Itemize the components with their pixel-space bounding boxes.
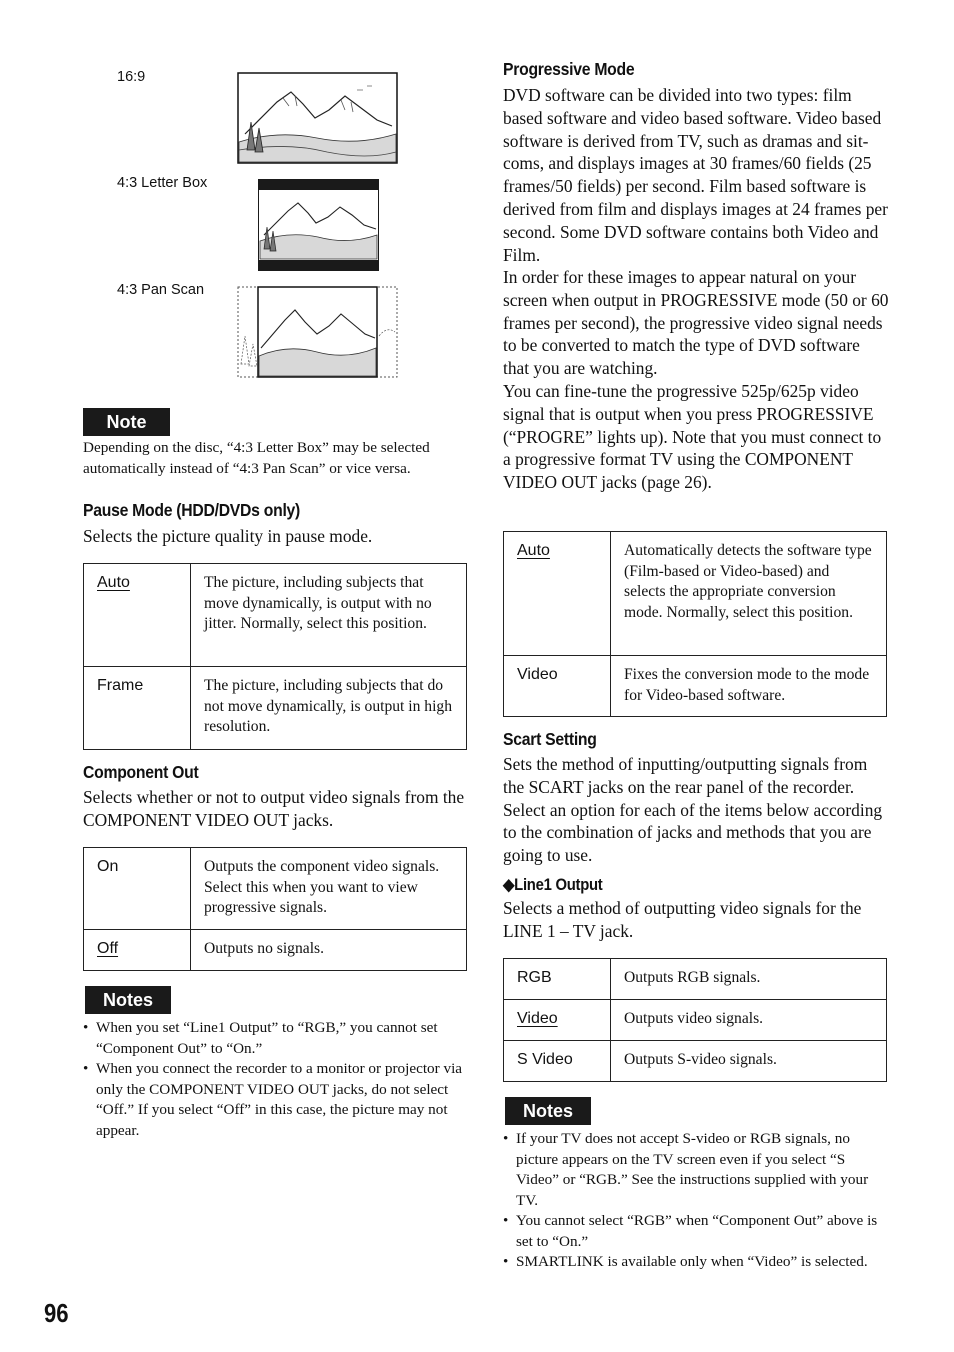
option-desc: Outputs RGB signals. — [611, 959, 887, 1000]
table-row — [84, 930, 467, 971]
table-row — [84, 564, 467, 667]
table-row — [84, 667, 467, 750]
figure-label-panscan: 4:3 Pan Scan — [117, 282, 205, 298]
option-key-auto: Auto — [517, 542, 550, 559]
component-out-intro: Selects whether or not to output video signals from the COMPONENT VIDEO OUT jacks. — [83, 787, 465, 830]
landscape-panscan-image — [237, 286, 398, 378]
table-row — [84, 848, 467, 930]
option-key-s-video: S Video — [504, 1041, 611, 1082]
progressive-mode-para-1: DVD software can be divided into two types: film based software and video based software. Video based software is derived from TV, such as dramas and sit-coms, and displays images at 30 frames/60 fields (25 frames/50 fields) per second. Film based software is derived from film and displays images at 24 frames per second. Some DVD software contains both Video and Film. — [503, 85, 888, 265]
line1-output-heading: ◆Line1 Output — [503, 876, 603, 894]
table-row — [504, 959, 887, 1000]
table-row — [504, 1000, 887, 1041]
option-key-off: Off — [97, 940, 119, 957]
progressive-mode-heading: Progressive Mode — [503, 59, 635, 79]
table-row — [504, 656, 887, 717]
pause-mode-heading: Pause Mode (HDD/DVDs only) — [83, 500, 301, 520]
option-key-auto: Auto — [97, 574, 130, 591]
notes-list — [503, 1129, 889, 1273]
option-key-on: On — [84, 848, 191, 930]
progressive-mode-para-3: You can fine-tune the progressive 525p/625p video signal that is output when you press PROGRESSIVE (“PROGRE” lights up). Note that you must connect to a progressive format TV using the COMPONENT VIDEO OUT jacks (page 26). — [503, 381, 882, 493]
option-desc: Outputs no signals. — [191, 930, 467, 971]
table-row — [504, 532, 887, 656]
option-desc: Outputs S-video signals. — [611, 1041, 887, 1082]
option-desc: Fixes the conversion mode to the mode for Video-based software. — [611, 656, 887, 717]
pause-mode-options-table — [83, 563, 467, 750]
notes-badge: Notes — [85, 986, 171, 1014]
list-item: • If your TV does not accept S-video or RGB signals, no picture appears on the TV screen even if you select “S Video” or “RGB.” See the instructions supplied with your TV. — [503, 1129, 889, 1211]
pause-mode-intro: Selects the picture quality in pause mode. — [83, 526, 373, 546]
list-item: • You cannot select “RGB” when “Component Out” above is set to “On.” — [503, 1211, 889, 1252]
component-out-heading: Component Out — [83, 762, 199, 782]
progressive-mode-para-2: In order for these images to appear natural on your screen when output in PROGRESSIVE mode (50 or 60 frames per second), the progressive video signal needs to be converted to match the type of DVD software that you are watching. — [503, 267, 889, 379]
page-number: 96 — [44, 1298, 69, 1328]
component-out-options-table — [83, 847, 467, 971]
option-key-frame: Frame — [84, 667, 191, 750]
line1-output-intro: Selects a method of outputting video signals for the LINE 1 – TV jack. — [503, 898, 862, 941]
option-desc: Automatically detects the software type (Film-based or Video-based) and selects the appropriate conversion mode. Normally, select this position. — [611, 532, 887, 656]
notes-badge: Notes — [505, 1097, 591, 1125]
option-desc: The picture, including subjects that do not move dynamically, is output in high resolution. — [191, 667, 467, 750]
option-key-video: Video — [504, 656, 611, 717]
option-key-video: Video — [517, 1010, 558, 1027]
list-item: • When you set “Line1 Output” to “RGB,” you cannot set “Component Out” to “On.” — [83, 1018, 467, 1059]
list-item: • When you connect the recorder to a monitor or projector via only the COMPONENT VIDEO OUT jacks, do not select “Off.” If you select “Off” in this case, the picture may not appear. — [83, 1059, 467, 1141]
option-key-rgb: RGB — [504, 959, 611, 1000]
table-row — [504, 1041, 887, 1082]
line1-output-options-table — [503, 958, 887, 1082]
landscape-letterbox-image — [258, 179, 379, 271]
note-text: Depending on the disc, “4:3 Letter Box” may be selected automatically instead of “4:3 Pan Scan” or vice versa. — [83, 439, 430, 477]
option-desc: Outputs video signals. — [611, 1000, 887, 1041]
option-desc: The picture, including subjects that move dynamically, is output with no jitter. Normally, select this position. — [191, 564, 467, 667]
progressive-mode-options-table — [503, 531, 887, 717]
landscape-16-9-image — [237, 72, 398, 164]
notes-list — [83, 1018, 467, 1141]
list-item: • SMARTLINK is available only when “Video” is selected. — [503, 1252, 889, 1273]
scart-setting-heading: Scart Setting — [503, 729, 597, 749]
figure-label-letterbox: 4:3 Letter Box — [117, 175, 208, 191]
note-badge: Note — [83, 408, 170, 436]
figure-label-16-9: 16:9 — [117, 69, 146, 85]
option-desc: Outputs the component video signals. Select this when you want to view progressive signals. — [191, 848, 467, 930]
scart-setting-intro: Sets the method of inputting/outputting signals from the SCART jacks on the rear panel of the recorder. Select an option for each of the items below according to the combination of jacks and methods that you are going to use. — [503, 754, 883, 866]
